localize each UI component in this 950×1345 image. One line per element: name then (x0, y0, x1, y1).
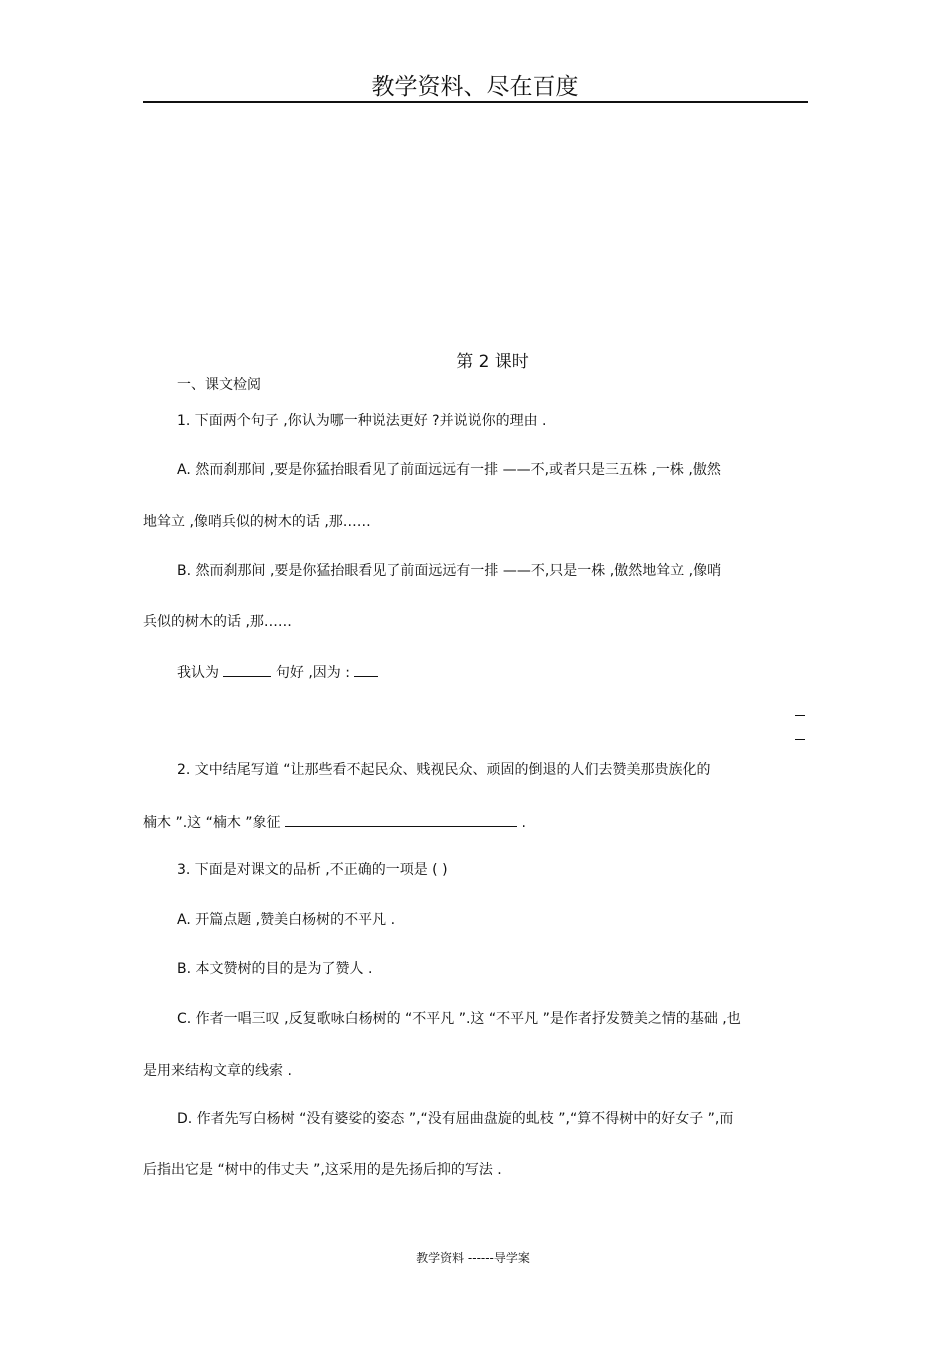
q1-option-b-line1: B. 然而刹那间 ,要是你猛抬眼看见了前面远远有一排 ——不,只是一株 ,傲然地耸立 ,像哨 (177, 563, 722, 579)
q2-line1: 2. 文中结尾写道 “让那些看不起民众、贱视民众、顽固的倒退的人们去赞美那贵族化的 (177, 762, 711, 778)
q1-option-a-line1: A. 然而刹那间 ,要是你猛抬眼看见了前面远远有一排 ——不,或者只是三五株 ,一株 ,傲然 (177, 462, 721, 478)
q3-stem: 3. 下面是对课文的品析 ,不正确的一项是 ( ) (177, 862, 448, 878)
q1-stem: 1. 下面两个句子 ,你认为哪一种说法更好 ?并说说你的理由 . (177, 413, 547, 429)
q2-answer-blank[interactable] (285, 812, 517, 827)
header-title: 教学资料、尽在百度 (371, 74, 579, 100)
q2-line-end: . (521, 815, 526, 831)
q1-answer-line (177, 662, 378, 683)
q3-option-c-line2: 是用来结构文章的线索 . (143, 1063, 292, 1079)
q1-option-b-line2: 兵似的树木的话 ,那…… (143, 614, 292, 630)
q1-continuation-blank[interactable] (795, 715, 805, 716)
q1-option-a-line2: 地耸立 ,像哨兵似的树木的话 ,那…… (143, 514, 371, 530)
section-heading: 一、课文检阅 (177, 377, 261, 393)
q1-sentence-blank[interactable] (223, 662, 271, 677)
q3-option-a: A. 开篇点题 ,赞美白杨树的不平凡 . (177, 912, 396, 928)
q1-continuation-blank[interactable] (795, 739, 805, 740)
q2-prompt: 楠木 ”.这 “楠木 ”象征 (143, 815, 281, 831)
header-rule (143, 101, 808, 103)
q2-line2 (143, 812, 526, 833)
q1-reason-blank[interactable] (354, 662, 378, 677)
q3-option-b: B. 本文赞树的目的是为了赞人 . (177, 961, 373, 977)
q1-answer-mid: 句好 ,因为 : (275, 665, 350, 681)
q3-option-d-line2: 后指出它是 “树中的伟丈夫 ”,这采用的是先扬后抑的写法 . (143, 1162, 502, 1178)
lesson-title: 第 2 课时 (456, 352, 529, 372)
q3-option-d-line1: D. 作者先写白杨树 “没有婆娑的姿态 ”,“没有屈曲盘旋的虬枝 ”,“算不得树中的好女子 ”,而 (177, 1111, 734, 1127)
q1-answer-prefix: 我认为 (177, 665, 219, 681)
q3-option-c-line1: C. 作者一唱三叹 ,反复歌咏白杨树的 “不平凡 ”.这 “不平凡 ”是作者抒发赞美之情的基础 ,也 (177, 1011, 741, 1027)
page-footer: 教学资料 ------导学案 (416, 1251, 530, 1265)
